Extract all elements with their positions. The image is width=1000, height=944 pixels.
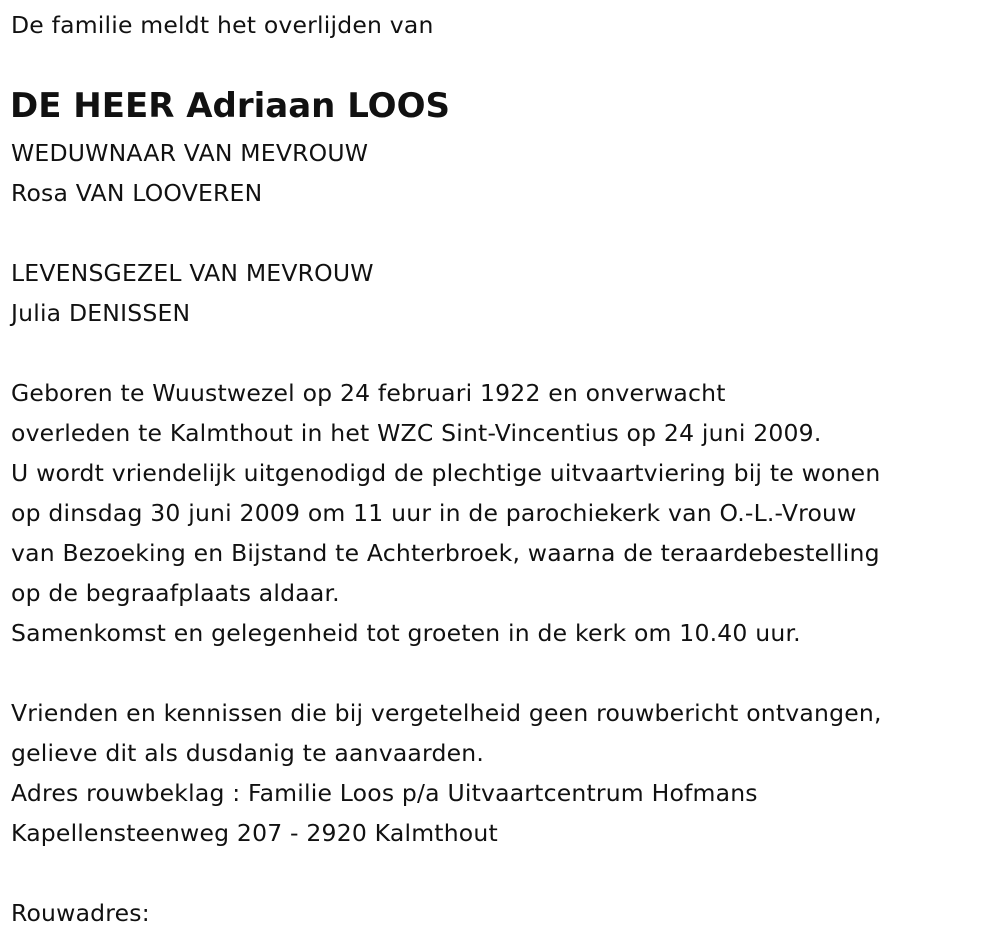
deceased-name: DE HEER Adriaan LOOS xyxy=(10,86,450,126)
details-line: op dinsdag 30 juni 2009 om 11 uur in de parochiekerk van O.-L.-Vrouw xyxy=(11,499,857,527)
details-line: op de begraafplaats aldaar. xyxy=(11,579,340,607)
widower-title: WEDUWNAAR VAN MEVROUW xyxy=(11,139,369,167)
partner-name: Julia DENISSEN xyxy=(11,299,191,327)
details-line: U wordt vriendelijk uitgenodigd de plechtige uitvaartviering bij te wonen xyxy=(11,459,881,487)
details-line: overleden te Kalmthout in het WZC Sint-Vincentius op 24 juni 2009. xyxy=(11,419,822,447)
notice-line: Kapellensteenweg 207 - 2920 Kalmthout xyxy=(11,819,498,847)
notice-line: Adres rouwbeklag : Familie Loos p/a Uitvaartcentrum Hofmans xyxy=(11,779,758,807)
notice-line: Vrienden en kennissen die bij vergetelheid geen rouwbericht ontvangen, xyxy=(11,699,882,727)
details-line: van Bezoeking en Bijstand te Achterbroek, waarna de teraardebestelling xyxy=(11,539,880,567)
details-line: Samenkomst en gelegenheid tot groeten in de kerk om 10.40 uur. xyxy=(11,619,801,647)
details-line: Geboren te Wuustwezel op 24 februari 1922 en onverwacht xyxy=(11,379,726,407)
intro-text: De familie meldt het overlijden van xyxy=(11,11,434,39)
widower-name: Rosa VAN LOOVEREN xyxy=(11,179,263,207)
notice-line: gelieve dit als dusdanig te aanvaarden. xyxy=(11,739,485,767)
mourning-address-label: Rouwadres: xyxy=(11,899,150,927)
partner-title: LEVENSGEZEL VAN MEVROUW xyxy=(11,259,374,287)
